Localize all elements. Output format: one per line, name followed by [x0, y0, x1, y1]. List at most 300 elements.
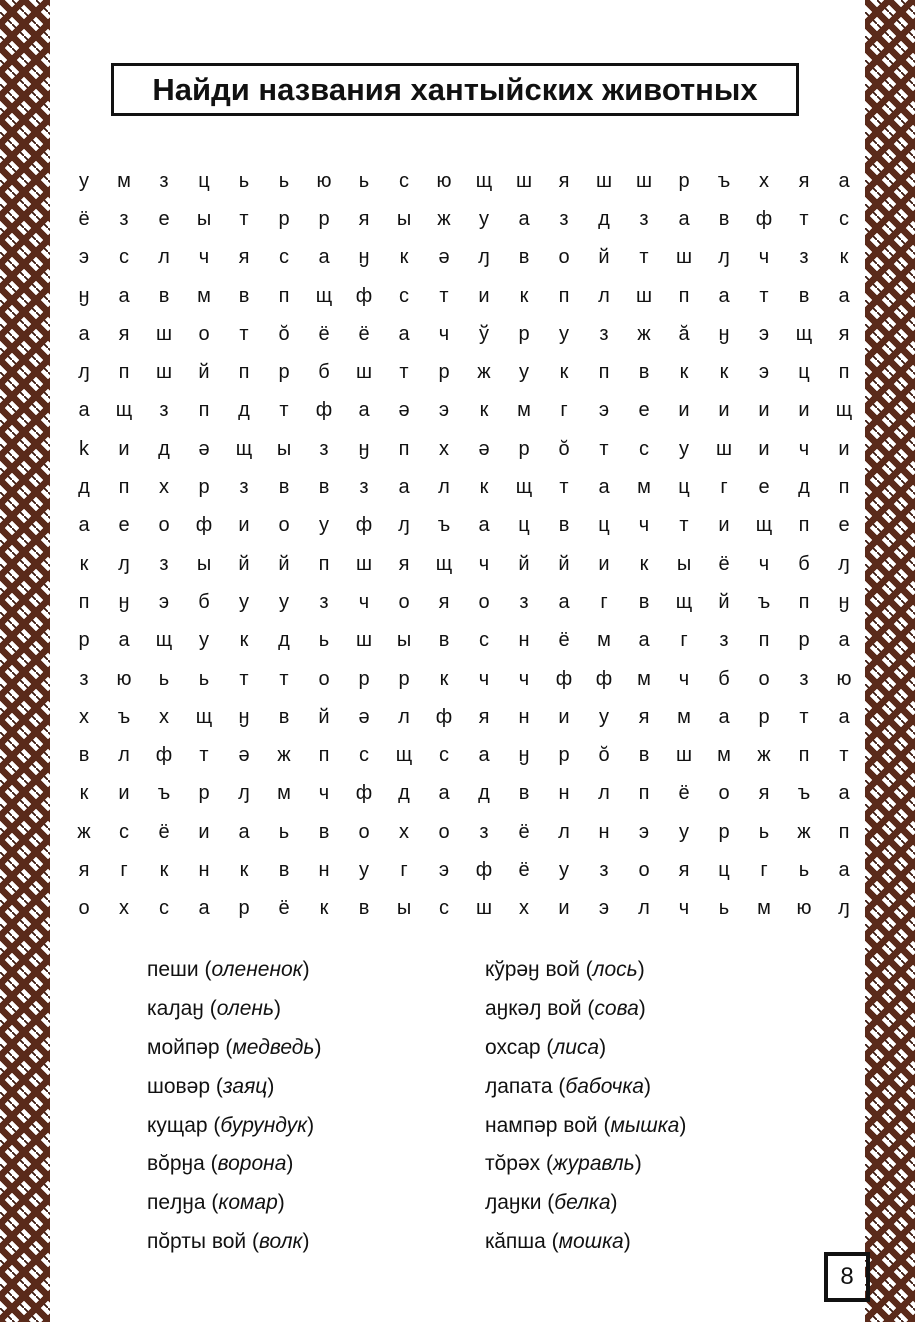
grid-cell[interactable]: ў [479, 322, 489, 345]
grid-cell[interactable]: э [758, 361, 770, 384]
grid-cell[interactable]: к [239, 629, 249, 652]
grid-cell[interactable]: х [159, 705, 169, 728]
grid-cell[interactable]: х [399, 820, 409, 843]
grid-cell[interactable]: ԓ [718, 246, 730, 269]
grid-cell[interactable]: т [239, 322, 249, 345]
grid-cell[interactable]: т [639, 246, 649, 269]
grid-cell[interactable]: з [719, 629, 729, 652]
grid-cell[interactable]: т [559, 476, 569, 499]
grid-cell[interactable]: ӈ [838, 590, 850, 613]
grid-cell[interactable]: ч [478, 552, 490, 575]
grid-cell[interactable]: к [479, 476, 489, 499]
grid-cell[interactable]: о [478, 590, 490, 613]
grid-cell[interactable]: р [278, 361, 290, 384]
grid-cell[interactable]: в [158, 284, 170, 307]
grid-cell[interactable]: ф [315, 399, 333, 422]
grid-cell[interactable]: ё [358, 322, 370, 345]
grid-cell[interactable]: з [159, 552, 169, 575]
grid-cell[interactable]: ж [77, 820, 91, 843]
grid-cell[interactable]: а [838, 169, 850, 192]
grid-cell[interactable]: а [718, 284, 730, 307]
grid-cell[interactable]: д [598, 207, 610, 230]
grid-cell[interactable]: ч [758, 246, 770, 269]
grid-cell[interactable]: к [439, 667, 449, 690]
grid-cell[interactable]: в [518, 782, 530, 805]
grid-cell[interactable]: э [158, 590, 170, 613]
grid-cell[interactable]: з [519, 590, 529, 613]
grid-cell[interactable]: щ [155, 629, 173, 652]
grid-cell[interactable]: р [318, 207, 330, 230]
grid-cell[interactable]: с [399, 169, 409, 192]
grid-cell[interactable]: н [198, 858, 210, 881]
grid-cell[interactable]: щ [195, 705, 213, 728]
grid-cell[interactable]: о [398, 590, 410, 613]
grid-cell[interactable]: а [838, 782, 850, 805]
grid-cell[interactable]: и [758, 437, 770, 460]
grid-cell[interactable]: ц [718, 858, 730, 881]
grid-cell[interactable]: у [559, 322, 569, 345]
grid-cell[interactable]: и [838, 437, 850, 460]
grid-cell[interactable]: ӈ [358, 246, 370, 269]
grid-cell[interactable]: ӈ [118, 590, 130, 613]
grid-cell[interactable]: и [478, 284, 490, 307]
grid-cell[interactable]: а [398, 476, 410, 499]
grid-cell[interactable]: м [117, 169, 131, 192]
grid-cell[interactable]: с [119, 246, 129, 269]
grid-cell[interactable]: ё [678, 782, 690, 805]
grid-cell[interactable]: л [598, 782, 610, 805]
grid-cell[interactable]: с [399, 284, 409, 307]
grid-cell[interactable]: и [718, 514, 730, 537]
grid-cell[interactable]: ф [595, 667, 613, 690]
grid-cell[interactable]: щ [675, 590, 693, 613]
grid-cell[interactable]: ё [718, 552, 730, 575]
grid-cell[interactable]: р [358, 667, 370, 690]
grid-cell[interactable]: э [438, 858, 450, 881]
grid-cell[interactable]: р [78, 629, 90, 652]
grid-cell[interactable]: м [277, 782, 291, 805]
grid-cell[interactable]: г [600, 590, 608, 613]
grid-cell[interactable]: ӈ [518, 744, 530, 767]
grid-cell[interactable]: р [518, 322, 530, 345]
grid-cell[interactable]: ы [396, 897, 412, 920]
grid-cell[interactable]: о [198, 322, 210, 345]
grid-cell[interactable]: ч [318, 782, 330, 805]
grid-cell[interactable]: к [399, 246, 409, 269]
grid-cell[interactable]: я [758, 782, 770, 805]
grid-cell[interactable]: р [758, 705, 770, 728]
grid-cell[interactable]: а [518, 207, 530, 230]
grid-cell[interactable]: м [677, 705, 691, 728]
grid-cell[interactable]: ŏ [278, 322, 290, 345]
grid-cell[interactable]: ь [718, 897, 730, 920]
grid-cell[interactable]: г [560, 399, 568, 422]
grid-cell[interactable]: ш [675, 246, 693, 269]
grid-cell[interactable]: я [438, 590, 450, 613]
grid-cell[interactable]: з [159, 399, 169, 422]
grid-cell[interactable]: а [478, 744, 490, 767]
grid-cell[interactable]: ь [758, 820, 770, 843]
grid-cell[interactable]: х [79, 705, 89, 728]
grid-cell[interactable]: а [838, 858, 850, 881]
grid-cell[interactable]: а [78, 322, 90, 345]
grid-cell[interactable]: к [239, 858, 249, 881]
grid-cell[interactable]: а [398, 322, 410, 345]
grid-cell[interactable]: ф [155, 744, 173, 767]
grid-cell[interactable]: ъ [717, 169, 731, 192]
grid-cell[interactable]: в [558, 514, 570, 537]
grid-cell[interactable]: й [558, 552, 570, 575]
grid-cell[interactable]: и [558, 705, 570, 728]
grid-cell[interactable]: ч [678, 667, 690, 690]
grid-cell[interactable]: ф [355, 284, 373, 307]
grid-cell[interactable]: в [78, 744, 90, 767]
grid-cell[interactable]: ә [198, 437, 210, 460]
grid-cell[interactable]: я [838, 322, 850, 345]
grid-cell[interactable]: в [798, 284, 810, 307]
grid-cell[interactable]: ъ [117, 705, 131, 728]
grid-cell[interactable]: о [718, 782, 730, 805]
grid-cell[interactable]: ё [78, 207, 90, 230]
grid-cell[interactable]: щ [475, 169, 493, 192]
grid-cell[interactable]: п [758, 629, 770, 652]
grid-cell[interactable]: т [279, 399, 289, 422]
grid-cell[interactable]: о [358, 820, 370, 843]
grid-cell[interactable]: ц [198, 169, 210, 192]
grid-cell[interactable]: э [638, 820, 650, 843]
grid-cell[interactable]: п [398, 437, 410, 460]
grid-cell[interactable]: о [438, 820, 450, 843]
grid-cell[interactable]: о [78, 897, 90, 920]
grid-cell[interactable]: г [680, 629, 688, 652]
grid-cell[interactable]: з [599, 322, 609, 345]
grid-cell[interactable]: ч [638, 514, 650, 537]
grid-cell[interactable]: с [839, 207, 849, 230]
grid-cell[interactable]: ц [678, 476, 690, 499]
grid-cell[interactable]: у [319, 514, 329, 537]
grid-cell[interactable]: л [438, 476, 450, 499]
grid-cell[interactable]: ы [196, 552, 212, 575]
grid-cell[interactable]: р [558, 744, 570, 767]
grid-cell[interactable]: ю [796, 897, 812, 920]
grid-cell[interactable]: ш [355, 629, 373, 652]
grid-cell[interactable]: ӈ [718, 322, 730, 345]
grid-cell[interactable]: д [278, 629, 290, 652]
grid-cell[interactable]: б [718, 667, 730, 690]
grid-cell[interactable]: т [799, 705, 809, 728]
grid-cell[interactable]: ь [278, 820, 290, 843]
grid-cell[interactable]: т [839, 744, 849, 767]
grid-cell[interactable]: ә [358, 705, 370, 728]
grid-cell[interactable]: ж [437, 207, 451, 230]
grid-cell[interactable]: ф [355, 782, 373, 805]
grid-cell[interactable]: ш [635, 284, 653, 307]
grid-cell[interactable]: ԓ [78, 361, 90, 384]
grid-cell[interactable]: ш [715, 437, 733, 460]
grid-cell[interactable]: л [398, 705, 410, 728]
grid-cell[interactable]: ж [797, 820, 811, 843]
grid-cell[interactable]: в [238, 284, 250, 307]
grid-cell[interactable]: п [798, 514, 810, 537]
grid-cell[interactable]: п [838, 476, 850, 499]
grid-cell[interactable]: а [198, 897, 210, 920]
grid-cell[interactable]: х [159, 476, 169, 499]
grid-cell[interactable]: ф [755, 207, 773, 230]
grid-cell[interactable]: ё [518, 820, 530, 843]
grid-cell[interactable]: р [278, 207, 290, 230]
grid-cell[interactable]: д [398, 782, 410, 805]
grid-cell[interactable]: м [597, 629, 611, 652]
grid-cell[interactable]: т [799, 207, 809, 230]
grid-cell[interactable]: ә [398, 399, 410, 422]
grid-cell[interactable]: в [278, 858, 290, 881]
grid-cell[interactable]: г [760, 858, 768, 881]
grid-cell[interactable]: в [358, 897, 370, 920]
grid-cell[interactable]: п [838, 820, 850, 843]
grid-cell[interactable]: м [517, 399, 531, 422]
grid-cell[interactable]: у [599, 705, 609, 728]
grid-cell[interactable]: б [318, 361, 330, 384]
grid-cell[interactable]: з [799, 246, 809, 269]
grid-cell[interactable]: б [198, 590, 210, 613]
grid-cell[interactable]: ә [438, 246, 450, 269]
grid-cell[interactable]: ч [438, 322, 450, 345]
grid-cell[interactable]: о [758, 667, 770, 690]
grid-cell[interactable]: е [638, 399, 650, 422]
grid-cell[interactable]: я [358, 207, 370, 230]
grid-cell[interactable]: у [79, 169, 89, 192]
grid-cell[interactable]: ъ [757, 590, 771, 613]
grid-cell[interactable]: е [838, 514, 850, 537]
grid-cell[interactable]: ъ [437, 514, 451, 537]
grid-cell[interactable]: о [278, 514, 290, 537]
grid-cell[interactable]: з [639, 207, 649, 230]
grid-cell[interactable]: ш [355, 361, 373, 384]
grid-cell[interactable]: к [479, 399, 489, 422]
grid-cell[interactable]: ы [276, 437, 292, 460]
grid-cell[interactable]: р [438, 361, 450, 384]
grid-cell[interactable]: ԓ [398, 514, 410, 537]
grid-cell[interactable]: с [119, 820, 129, 843]
grid-cell[interactable]: с [439, 897, 449, 920]
grid-cell[interactable]: ӈ [78, 284, 90, 307]
grid-cell[interactable]: е [758, 476, 770, 499]
grid-cell[interactable]: ц [598, 514, 610, 537]
grid-cell[interactable]: ф [195, 514, 213, 537]
grid-cell[interactable]: в [438, 629, 450, 652]
grid-cell[interactable]: и [198, 820, 210, 843]
grid-cell[interactable]: и [678, 399, 690, 422]
grid-cell[interactable]: д [78, 476, 90, 499]
grid-cell[interactable]: р [238, 897, 250, 920]
grid-cell[interactable]: у [679, 820, 689, 843]
grid-cell[interactable]: с [279, 246, 289, 269]
grid-cell[interactable]: ф [355, 514, 373, 537]
grid-cell[interactable]: а [238, 820, 250, 843]
grid-cell[interactable]: г [120, 858, 128, 881]
grid-cell[interactable]: п [318, 552, 330, 575]
grid-cell[interactable]: у [279, 590, 289, 613]
grid-cell[interactable]: х [759, 169, 769, 192]
grid-cell[interactable]: й [598, 246, 610, 269]
grid-cell[interactable]: и [758, 399, 770, 422]
grid-cell[interactable]: п [238, 361, 250, 384]
grid-cell[interactable]: и [798, 399, 810, 422]
grid-cell[interactable]: у [479, 207, 489, 230]
grid-cell[interactable]: а [318, 246, 330, 269]
grid-cell[interactable]: к [559, 361, 569, 384]
grid-cell[interactable]: т [759, 284, 769, 307]
grid-cell[interactable]: м [637, 476, 651, 499]
grid-cell[interactable]: щ [515, 476, 533, 499]
grid-cell[interactable]: е [118, 514, 130, 537]
grid-cell[interactable]: в [638, 361, 650, 384]
grid-cell[interactable]: и [558, 897, 570, 920]
grid-cell[interactable]: в [638, 744, 650, 767]
grid-cell[interactable]: к [519, 284, 529, 307]
grid-cell[interactable]: т [599, 437, 609, 460]
grid-cell[interactable]: э [598, 897, 610, 920]
grid-cell[interactable]: з [559, 207, 569, 230]
grid-cell[interactable]: в [318, 820, 330, 843]
grid-cell[interactable]: ё [318, 322, 330, 345]
grid-cell[interactable]: а [718, 705, 730, 728]
grid-cell[interactable]: п [798, 590, 810, 613]
grid-cell[interactable]: я [558, 169, 570, 192]
grid-cell[interactable]: с [479, 629, 489, 652]
grid-cell[interactable]: ш [155, 361, 173, 384]
grid-cell[interactable]: я [78, 858, 90, 881]
grid-cell[interactable]: д [798, 476, 810, 499]
grid-cell[interactable]: в [278, 705, 290, 728]
grid-cell[interactable]: к [319, 897, 329, 920]
grid-cell[interactable]: п [678, 284, 690, 307]
grid-cell[interactable]: ӈ [238, 705, 250, 728]
grid-cell[interactable]: ԓ [838, 552, 850, 575]
grid-cell[interactable]: г [400, 858, 408, 881]
grid-cell[interactable]: в [278, 476, 290, 499]
grid-cell[interactable]: ч [358, 590, 370, 613]
grid-cell[interactable]: н [518, 705, 530, 728]
grid-cell[interactable]: д [478, 782, 490, 805]
grid-cell[interactable]: а [438, 782, 450, 805]
grid-cell[interactable]: и [598, 552, 610, 575]
grid-cell[interactable]: п [798, 744, 810, 767]
grid-cell[interactable]: т [279, 667, 289, 690]
grid-cell[interactable]: я [678, 858, 690, 881]
grid-cell[interactable]: с [159, 897, 169, 920]
grid-cell[interactable]: а [838, 284, 850, 307]
grid-cell[interactable]: в [518, 246, 530, 269]
grid-cell[interactable]: ы [196, 207, 212, 230]
grid-cell[interactable]: щ [835, 399, 853, 422]
grid-cell[interactable]: ё [158, 820, 170, 843]
grid-cell[interactable]: р [798, 629, 810, 652]
grid-cell[interactable]: а [118, 629, 130, 652]
grid-cell[interactable]: о [558, 246, 570, 269]
grid-cell[interactable]: а [598, 476, 610, 499]
grid-cell[interactable]: ё [558, 629, 570, 652]
grid-cell[interactable]: р [198, 782, 210, 805]
grid-cell[interactable]: п [638, 782, 650, 805]
grid-cell[interactable]: ш [355, 552, 373, 575]
grid-cell[interactable]: а [358, 399, 370, 422]
grid-cell[interactable]: ә [238, 744, 250, 767]
grid-cell[interactable]: я [798, 169, 810, 192]
grid-cell[interactable]: ю [116, 667, 132, 690]
grid-cell[interactable]: п [278, 284, 290, 307]
grid-cell[interactable]: а [78, 514, 90, 537]
grid-cell[interactable]: у [239, 590, 249, 613]
grid-cell[interactable]: з [239, 476, 249, 499]
grid-cell[interactable]: с [359, 744, 369, 767]
grid-cell[interactable]: ч [518, 667, 530, 690]
grid-cell[interactable]: т [199, 744, 209, 767]
grid-cell[interactable]: ч [198, 246, 210, 269]
grid-cell[interactable]: а [478, 514, 490, 537]
grid-cell[interactable]: ш [155, 322, 173, 345]
grid-cell[interactable]: р [718, 820, 730, 843]
grid-cell[interactable]: а [558, 590, 570, 613]
grid-cell[interactable]: ш [635, 169, 653, 192]
grid-cell[interactable]: в [638, 590, 650, 613]
grid-cell[interactable]: ы [676, 552, 692, 575]
grid-cell[interactable]: и [118, 782, 130, 805]
grid-cell[interactable]: п [558, 284, 570, 307]
grid-cell[interactable]: з [479, 820, 489, 843]
grid-cell[interactable]: k [79, 437, 89, 460]
grid-cell[interactable]: у [519, 361, 529, 384]
grid-cell[interactable]: е [158, 207, 170, 230]
grid-cell[interactable]: в [718, 207, 730, 230]
grid-cell[interactable]: ж [277, 744, 291, 767]
grid-cell[interactable]: л [118, 744, 130, 767]
grid-cell[interactable]: я [238, 246, 250, 269]
grid-cell[interactable]: щ [795, 322, 813, 345]
grid-cell[interactable]: а [838, 705, 850, 728]
grid-cell[interactable]: й [198, 361, 210, 384]
grid-cell[interactable]: ю [436, 169, 452, 192]
grid-cell[interactable]: ь [278, 169, 290, 192]
grid-cell[interactable]: ӈ [358, 437, 370, 460]
grid-cell[interactable]: х [519, 897, 529, 920]
grid-cell[interactable]: г [720, 476, 728, 499]
grid-cell[interactable]: ы [396, 629, 412, 652]
grid-cell[interactable]: й [238, 552, 250, 575]
grid-cell[interactable]: ŏ [598, 744, 610, 767]
grid-cell[interactable]: ԓ [838, 897, 850, 920]
grid-cell[interactable]: о [318, 667, 330, 690]
grid-cell[interactable]: м [197, 284, 211, 307]
grid-cell[interactable]: у [559, 858, 569, 881]
grid-cell[interactable]: у [199, 629, 209, 652]
grid-cell[interactable]: р [198, 476, 210, 499]
grid-cell[interactable]: ш [475, 897, 493, 920]
grid-cell[interactable]: к [639, 552, 649, 575]
grid-cell[interactable]: ф [435, 705, 453, 728]
grid-cell[interactable]: а [838, 629, 850, 652]
grid-cell[interactable]: н [318, 858, 330, 881]
grid-cell[interactable]: б [798, 552, 810, 575]
grid-cell[interactable]: з [799, 667, 809, 690]
grid-cell[interactable]: п [598, 361, 610, 384]
grid-cell[interactable]: ч [758, 552, 770, 575]
grid-cell[interactable]: ё [278, 897, 290, 920]
grid-cell[interactable]: л [158, 246, 170, 269]
grid-cell[interactable]: п [318, 744, 330, 767]
grid-cell[interactable]: щ [115, 399, 133, 422]
grid-cell[interactable]: ԓ [238, 782, 250, 805]
